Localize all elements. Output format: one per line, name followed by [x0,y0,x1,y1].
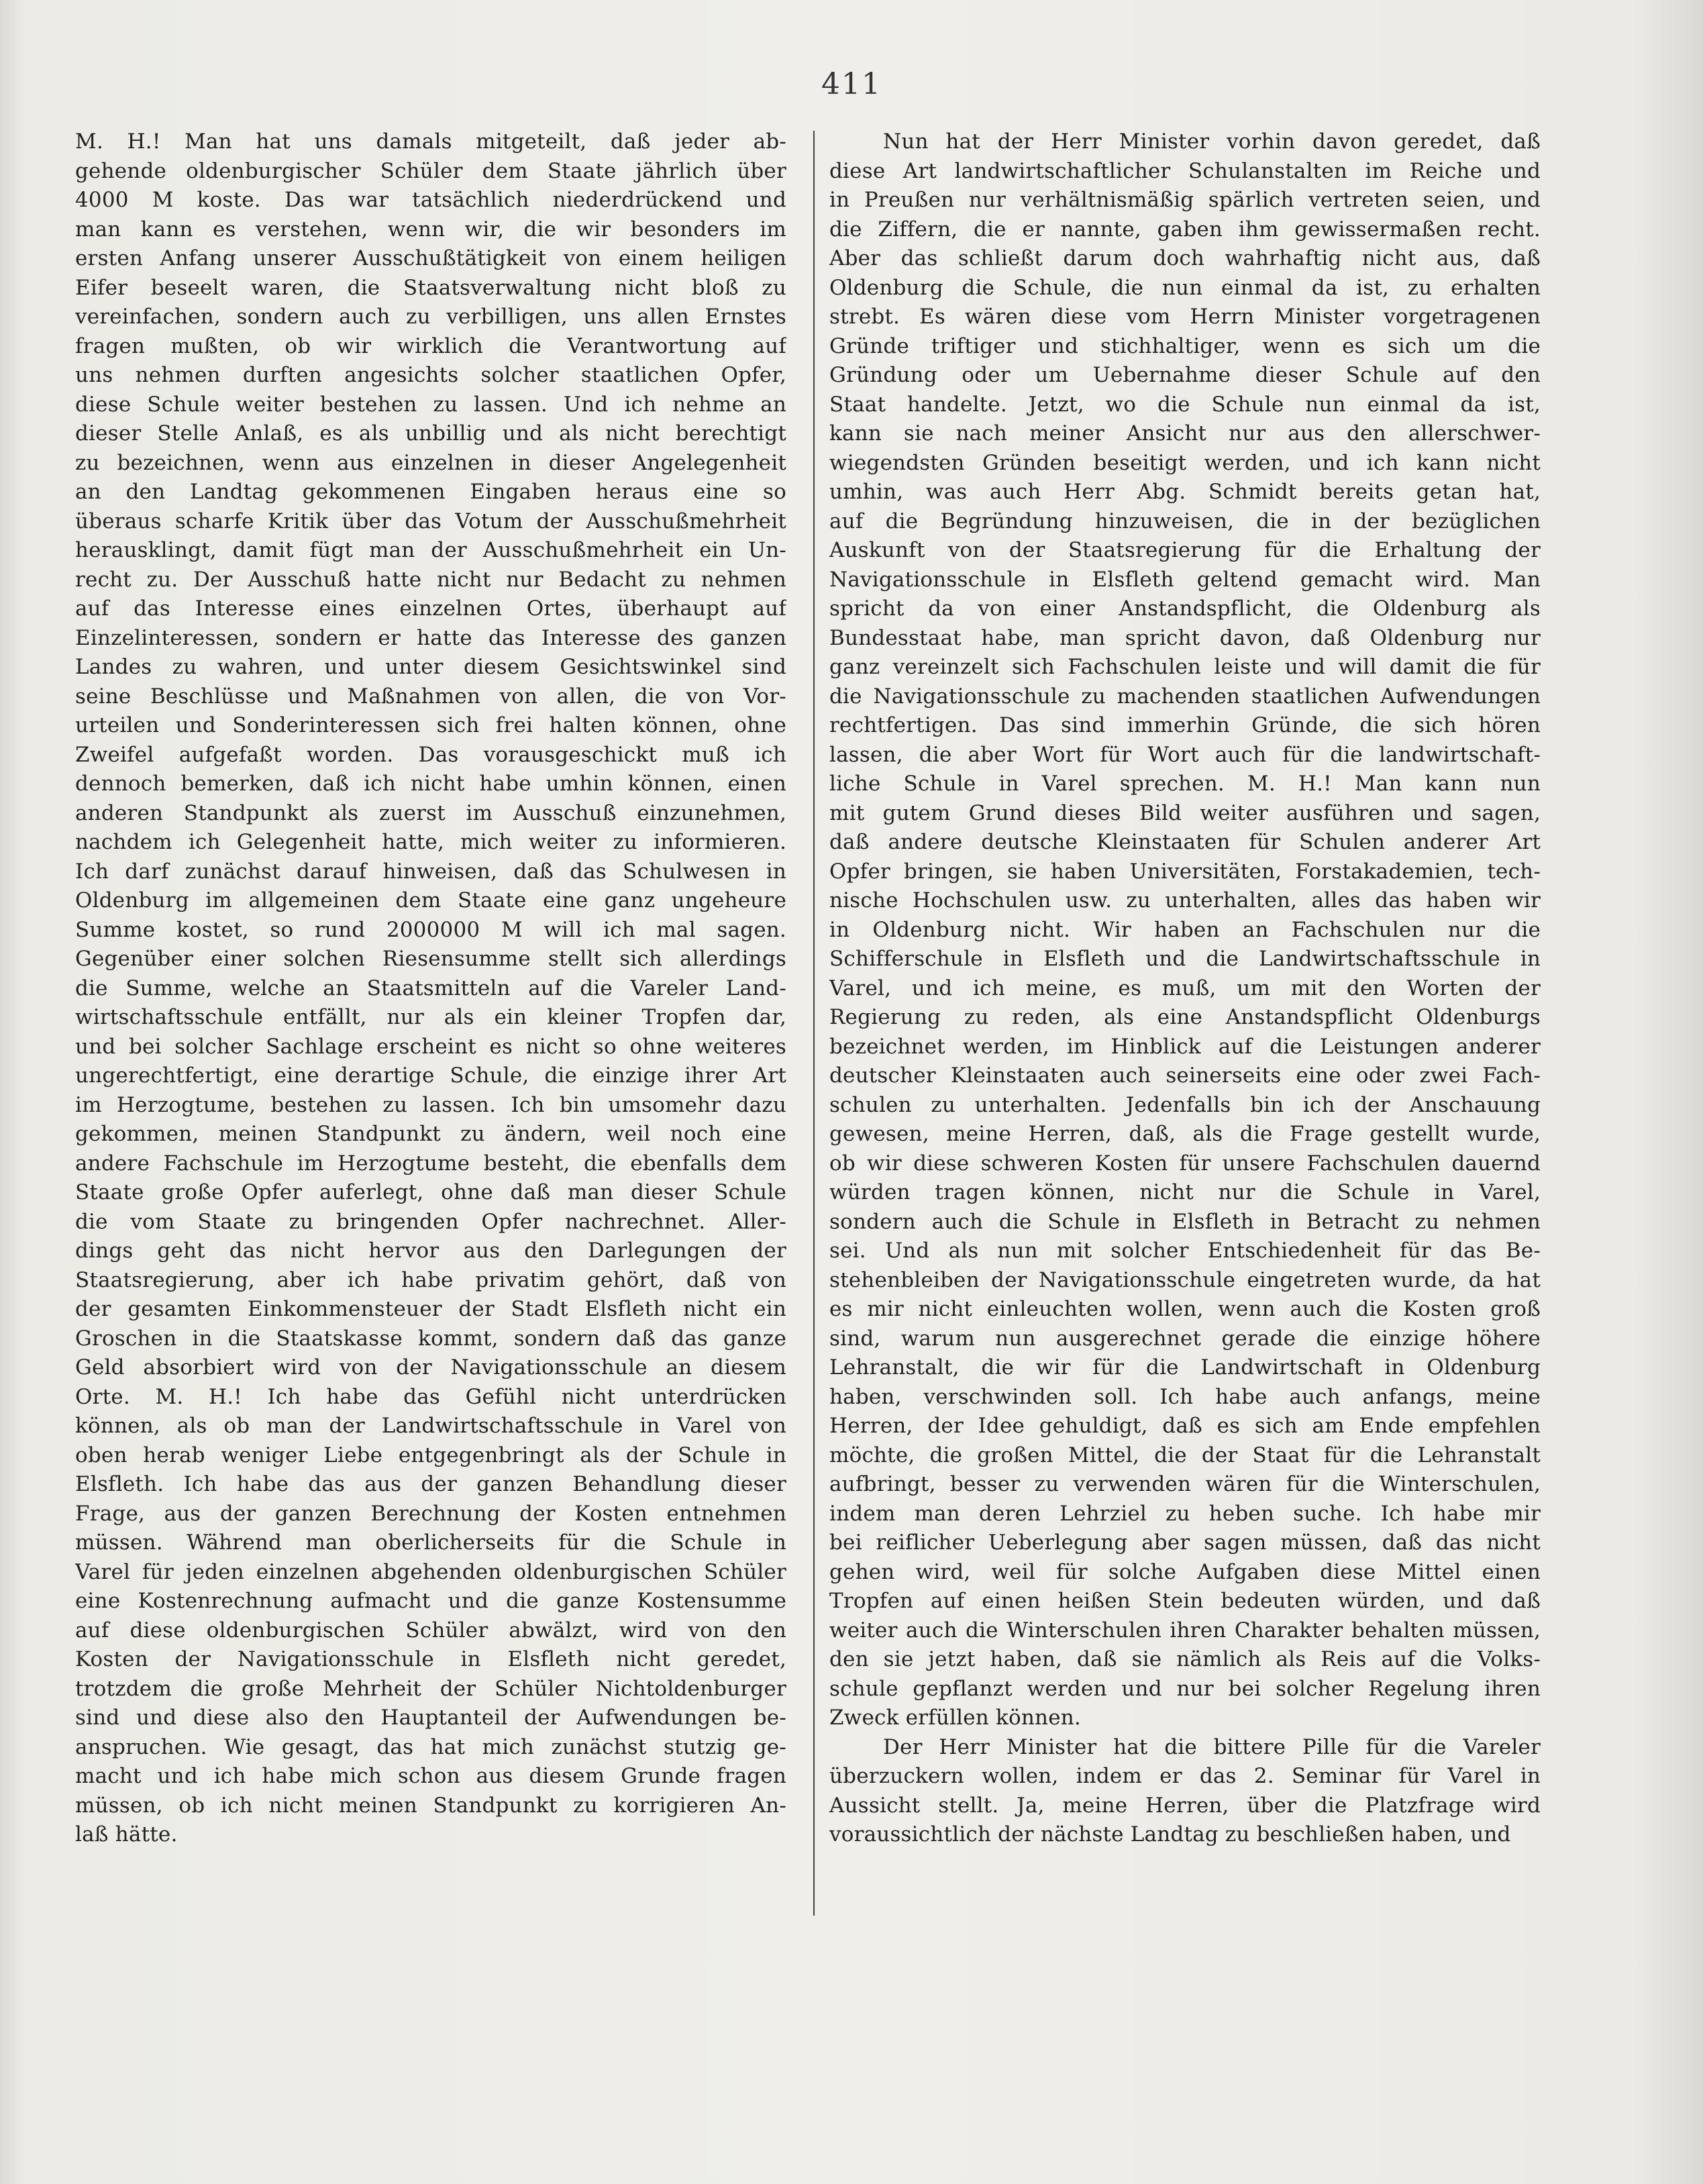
text-line: bei reiflicher Ueberlegung aber sagen müssen, daß das nicht [829,1530,1541,1555]
text-line: in Oldenburg nicht. Wir haben an Fachschulen nur die [829,917,1541,942]
text-line: schulen zu unterhalten. Jedenfalls bin ich der Anschauung [829,1092,1541,1117]
text-line: und bei solcher Sachlage erscheint es nicht so ohne weiteres [75,1034,786,1059]
text-line: Tropfen auf einen heißen Stein bedeuten würden, und daß [829,1589,1541,1613]
text-line: seine Beschlüsse und Maßnahmen von allen, die von Vor- [75,684,786,709]
text-line: dings geht das nicht hervor aus den Darlegungen der [75,1239,786,1263]
text-line: Bundesstaat habe, man spricht davon, daß Oldenburg nur [829,625,1541,650]
text-line: Aussicht stellt. Ja, meine Herren, über die Platzfrage wird [829,1793,1541,1818]
text-line: Staate große Opfer auferlegt, ohne daß man dieser Schule [75,1180,786,1204]
text-line: müssen. Während man oberlicherseits für die Schule in [75,1530,786,1555]
text-line: M. H.! Man hat uns damals mitgeteilt, daß jeder ab- [75,129,786,154]
text-line: gehende oldenburgischer Schüler dem Staate jährlich über [75,158,786,183]
text-line: die Summe, welche an Staatsmitteln auf die Vareler Land- [75,976,786,1000]
text-line: haben, verschwinden soll. Ich habe auch anfangs, meine [829,1384,1541,1409]
text-line: im Herzogtume, bestehen zu lassen. Ich bin umsomehr dazu [75,1092,786,1117]
text-line: ob wir diese schweren Kosten für unsere Fachschulen dauernd [829,1151,1541,1176]
text-line: mit gutem Grund dieses Bild weiter ausführen und sagen, [829,800,1541,825]
text-line: Oldenburg die Schule, die nun einmal da ist, zu erhalten [829,275,1541,300]
text-line: gehen wird, weil für solche Aufgaben diese Mittel einen [829,1559,1541,1584]
text-line: sei. Und als nun mit solcher Entschiedenheit für das Be- [829,1239,1541,1263]
text-line: möchte, die großen Mittel, die der Staat für die Lehranstalt [829,1443,1541,1467]
text-line: Gegenüber einer solchen Riesensumme stellt sich allerdings [75,947,786,971]
text-line: diese Art landwirtschaftlicher Schulanstalten im Reiche und [829,158,1541,183]
text-line: Lehranstalt, die wir für die Landwirtschaft in Oldenburg [829,1355,1541,1380]
text-line: Aber das schließt darum doch wahrhaftig nicht aus, daß [829,246,1541,270]
page-number: 411 [821,67,882,101]
text-line: Gründung oder um Uebernahme dieser Schule auf den [829,363,1541,387]
text-line: kann sie nach meiner Ansicht nur aus den allerschwer- [829,421,1541,446]
text-line: Navigationsschule in Elsfleth geltend gemacht wird. Man [829,567,1541,592]
text-line: Varel, und ich meine, es muß, um mit den Worten der [829,976,1541,1000]
text-line: Landes zu wahren, und unter diesem Gesichtswinkel sind [75,655,786,679]
text-line: auf die Begründung hinzuweisen, die in der bezüglichen [829,509,1541,533]
text-line: Geld absorbiert wird von der Navigationsschule an diesem [75,1355,786,1380]
text-line: Herren, der Idee gehuldigt, daß es sich am Ende empfehlen [829,1414,1541,1438]
text-line: weiter auch die Winterschulen ihren Charakter behalten müssen, [829,1618,1541,1643]
text-line: auf diese oldenburgischen Schüler abwälzt, wird von den [75,1618,786,1643]
text-line: sind und diese also den Hauptanteil der Aufwendungen be- [75,1706,786,1730]
text-line: laß hätte. [75,1822,178,1847]
text-line: würden tragen können, nicht nur die Schule in Varel, [829,1180,1541,1204]
text-line: die vom Staate zu bringenden Opfer nachrechnet. Aller- [75,1209,786,1234]
text-line: können, als ob man der Landwirtschaftsschule in Varel von [75,1414,786,1438]
text-line: daß andere deutsche Kleinstaaten für Schulen anderer Art [829,830,1541,854]
text-line: gewesen, meine Herren, daß, als die Frage gestellt wurde, [829,1122,1541,1146]
left-column [75,127,786,1926]
text-line: Opfer bringen, sie haben Universitäten, Forstakademien, tech- [829,859,1541,884]
text-line: Regierung zu reden, als eine Anstandspflicht Oldenburgs [829,1005,1541,1029]
text-line: eine Kostenrechnung aufmacht und die ganze Kostensumme [75,1589,786,1613]
text-line: lassen, die aber Wort für Wort auch für die landwirtschaft- [829,742,1541,767]
text-line: sondern auch die Schule in Elsfleth in Betracht zu nehmen [829,1209,1541,1234]
text-line: dieser Stelle Anlaß, es als unbillig und als nicht berechtigt [75,421,786,446]
text-line: es mir nicht einleuchten wollen, wenn auch die Kosten groß [829,1297,1541,1321]
text-line: voraussichtlich der nächste Landtag zu beschließen haben, und [829,1822,1511,1847]
text-line: Orte. M. H.! Ich habe das Gefühl nicht unterdrücken [75,1384,786,1409]
text-line: wirtschaftsschule entfällt, nur als ein kleiner Tropfen dar, [75,1005,786,1029]
text-line: stehenbleiben der Navigationsschule eingetreten wurde, da hat [829,1267,1541,1292]
text-line: in Preußen nur verhältnismäßig spärlich vertreten seien, und [829,188,1541,212]
text-line: Ich darf zunächst darauf hinweisen, daß das Schulwesen in [75,859,786,884]
text-line: überzuckern wollen, indem er das 2. Seminar für Varel in [829,1764,1541,1788]
text-line: fragen mußten, ob wir wirklich die Verantwortung auf [75,333,786,358]
text-line: rechtfertigen. Das sind immerhin Gründe, die sich hören [829,713,1541,737]
text-line: man kann es verstehen, wenn wir, die wir besonders im [75,217,786,242]
text-line: Groschen in die Staatskasse kommt, sondern daß das ganze [75,1326,786,1351]
text-line: Auskunft von der Staatsregierung für die Erhaltung der [829,538,1541,562]
text-line: Gründe triftiger und stichhaltiger, wenn es sich um die [829,333,1541,358]
text-line: an den Landtag gekommenen Eingaben heraus eine so [75,480,786,504]
text-line: die Ziffern, die er nannte, gaben ihm gewissermaßen recht. [829,217,1541,242]
text-line: sind, warum nun ausgerechnet gerade die einzige höhere [829,1326,1541,1351]
text-line: Eifer beseelt waren, die Staatsverwaltung nicht bloß zu [75,275,786,300]
text-line: aufbringt, besser zu verwenden wären für die Winterschulen, [829,1472,1541,1496]
text-line: der gesamten Einkommensteuer der Stadt Elsfleth nicht ein [75,1297,786,1321]
text-line: Oldenburg im allgemeinen dem Staate eine ganz ungeheure [75,888,786,913]
text-line: herausklingt, damit fügt man der Ausschußmehrheit ein Un- [75,538,786,562]
text-line: ungerechtfertigt, eine derartige Schule, die einzige ihrer Art [75,1063,786,1088]
text-line: Summe kostet, so rund 2000000 M will ich mal sagen. [75,917,786,942]
text-line: anspruchen. Wie gesagt, das hat mich zunächst stutzig ge- [75,1734,786,1759]
text-line: überaus scharfe Kritik über das Votum der Ausschußmehrheit [75,509,786,533]
text-line: nachdem ich Gelegenheit hatte, mich weiter zu informieren. [75,830,786,854]
text-line: Schifferschule in Elsfleth und die Landwirtschaftsschule in [829,947,1541,971]
text-line: spricht da von einer Anstandspflicht, die Oldenburg als [829,596,1541,621]
text-line: liche Schule in Varel sprechen. M. H.! Man kann nun [829,772,1541,796]
text-line: vereinfachen, sondern auch zu verbilligen, uns allen Ernstes [75,305,786,329]
text-line: trotzdem die große Mehrheit der Schüler Nichtoldenburger [75,1676,786,1701]
text-line: Staat handelte. Jetzt, wo die Schule nun einmal da ist, [829,392,1541,417]
text-line: müssen, ob ich nicht meinen Standpunkt zu korrigieren An- [75,1793,786,1818]
text-line: die Navigationsschule zu machenden staatlichen Aufwendungen [829,684,1541,709]
text-line: diese Schule weiter bestehen zu lassen. Und ich nehme an [75,392,786,417]
text-line: zu bezeichnen, wenn aus einzelnen in dieser Angelegenheit [75,450,786,475]
right-column [829,127,1541,1926]
text-line: recht zu. Der Ausschuß hatte nicht nur Bedacht zu nehmen [75,567,786,592]
text-line: umhin, was auch Herr Abg. Schmidt bereits getan hat, [829,480,1541,504]
column-divider [813,131,815,1916]
text-line: Varel für jeden einzelnen abgehenden oldenburgischen Schüler [75,1559,786,1584]
text-line: auf das Interesse eines einzelnen Ortes, überhaupt auf [75,596,786,621]
text-line: Nun hat der Herr Minister vorhin davon geredet, daß [883,129,1541,154]
text-line: indem man deren Lehrziel zu heben suche. Ich habe mir [829,1501,1541,1526]
text-line: strebt. Es wären diese vom Herrn Minister vorgetragenen [829,305,1541,329]
text-line: oben herab weniger Liebe entgegenbringt als der Schule in [75,1443,786,1467]
text-line: bezeichnet werden, im Hinblick auf die Leistungen anderer [829,1034,1541,1059]
text-line: gekommen, meinen Standpunkt zu ändern, weil noch eine [75,1122,786,1146]
text-line: Einzelinteressen, sondern er hatte das Interesse des ganzen [75,625,786,650]
text-line: urteilen und Sonderinteressen sich frei halten können, ohne [75,713,786,737]
text-line: ganz vereinzelt sich Fachschulen leiste und will damit die für [829,655,1541,679]
text-line: Elsfleth. Ich habe das aus der ganzen Behandlung dieser [75,1472,786,1496]
text-line: dennoch bemerken, daß ich nicht habe umhin können, einen [75,772,786,796]
text-line: ersten Anfang unserer Ausschußtätigkeit von einem heiligen [75,246,786,270]
text-line: Kosten der Navigationsschule in Elsfleth nicht geredet, [75,1647,786,1671]
text-line: Zweck erfüllen können. [829,1706,1081,1730]
text-line: schule gepflanzt werden und nur bei solcher Regelung ihren [829,1676,1541,1701]
text-line: anderen Standpunkt als zuerst im Ausschuß einzunehmen, [75,800,786,825]
text-line: Frage, aus der ganzen Berechnung der Kosten entnehmen [75,1501,786,1526]
text-line: macht und ich habe mich schon aus diesem Grunde fragen [75,1764,786,1788]
text-line: 4000 M koste. Das war tatsächlich niederdrückend und [75,188,786,212]
text-line: andere Fachschule im Herzogtume besteht, die ebenfalls dem [75,1151,786,1176]
text-line: wiegendsten Gründen beseitigt werden, und ich kann nicht [829,450,1541,475]
text-line: Der Herr Minister hat die bittere Pille für die Vareler [883,1734,1541,1759]
text-line: Zweifel aufgefaßt worden. Das vorausgeschickt muß ich [75,742,786,767]
text-line: uns nehmen durften angesichts solcher staatlichen Opfer, [75,363,786,387]
text-line: nische Hochschulen usw. zu unterhalten, alles das haben wir [829,888,1541,913]
text-line: Staatsregierung, aber ich habe privatim gehört, daß von [75,1267,786,1292]
text-line: den sie jetzt haben, daß sie nämlich als Reis auf die Volks- [829,1647,1541,1671]
text-line: deutscher Kleinstaaten auch seinerseits eine oder zwei Fach- [829,1063,1541,1088]
